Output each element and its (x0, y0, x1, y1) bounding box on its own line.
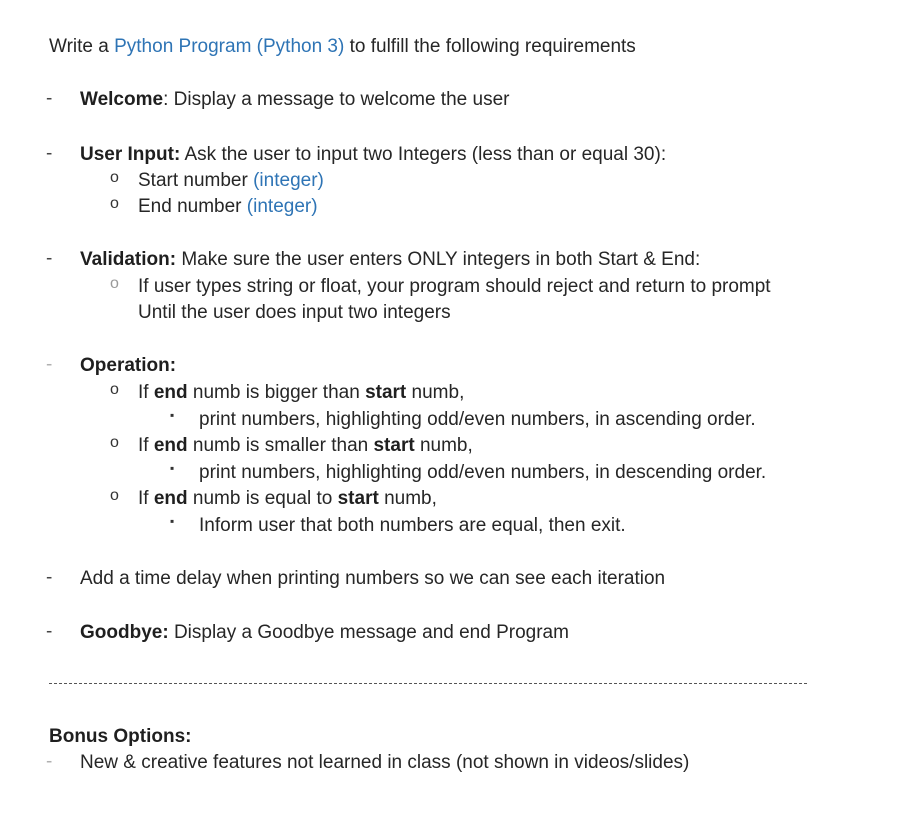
integer-link[interactable]: (integer) (246, 196, 318, 217)
goodbye-label: Goodbye: (80, 622, 169, 643)
user-input-item (80, 143, 666, 167)
dash-bullet: - (46, 621, 53, 642)
welcome-item (80, 88, 509, 112)
end-number-item (138, 195, 318, 219)
welcome-text: : Display a message to welcome the user (163, 89, 510, 110)
case-text: If (138, 382, 154, 403)
square-bullet: ▪ (170, 408, 175, 422)
validation-subitem-line1: If user types string or float, your program should reject and return to prompt (138, 276, 771, 297)
start-number-text: Start number (138, 170, 254, 191)
operation-case-smaller (138, 434, 473, 458)
user-input-label: User Input: (80, 144, 181, 165)
case-bold-start: start (337, 488, 379, 509)
start-number-item (138, 169, 324, 193)
welcome-label: Welcome (80, 89, 164, 110)
bonus-title-text: Bonus Options: (49, 726, 192, 747)
dash-bullet: - (46, 751, 53, 772)
case-text: numb is equal to (187, 488, 338, 509)
circle-bullet: o (110, 169, 119, 186)
intro-text: Write a (49, 36, 115, 57)
case-bold-start: start (365, 382, 407, 403)
operation-item (80, 354, 176, 378)
validation-label: Validation: (80, 249, 177, 270)
case-text: If (138, 488, 154, 509)
end-number-text: End number (138, 196, 247, 217)
bonus-item: New & creative features not learned in class (not shown in videos/slides) (80, 752, 690, 773)
case-bold-start: start (373, 435, 415, 456)
case-text: numb, (378, 488, 437, 509)
dashed-divider (49, 683, 807, 684)
operation-subcase-ascending: print numbers, highlighting odd/even numbers, in ascending order. (199, 409, 756, 430)
circle-bullet: o (110, 381, 119, 398)
circle-bullet: o (110, 195, 119, 212)
case-text: numb, (414, 435, 473, 456)
operation-case-bigger (138, 381, 464, 405)
case-text: numb is bigger than (187, 382, 366, 403)
square-bullet: ▪ (170, 461, 175, 475)
operation-label: Operation: (80, 355, 177, 376)
goodbye-text: Display a Goodbye message and end Program (168, 622, 569, 643)
intro-line (49, 35, 636, 59)
bonus-title (49, 725, 191, 749)
user-input-text: Ask the user to input two Integers (less than or equal 30): (180, 144, 667, 165)
case-bold-end: end (153, 488, 188, 509)
case-bold-end: end (153, 382, 188, 403)
time-delay-item: Add a time delay when printing numbers so we can see each iteration (80, 568, 666, 589)
circle-bullet: o (110, 487, 119, 504)
operation-subcase-equal: Inform user that both numbers are equal, then exit. (199, 515, 626, 536)
operation-subcase-descending: print numbers, highlighting odd/even numbers, in descending order. (199, 462, 767, 483)
goodbye-item (80, 621, 569, 645)
square-bullet: ▪ (170, 514, 175, 528)
dash-bullet: - (46, 88, 53, 109)
operation-case-equal (138, 487, 437, 511)
integer-link[interactable]: (integer) (253, 170, 324, 191)
validation-subitem-line2: Until the user does input two integers (138, 302, 451, 323)
validation-item (80, 248, 700, 272)
circle-bullet: o (110, 275, 119, 292)
dash-bullet: - (46, 143, 53, 164)
dash-bullet: - (46, 248, 53, 269)
case-text: numb, (406, 382, 465, 403)
dash-bullet: - (46, 354, 53, 375)
circle-bullet: o (110, 434, 119, 451)
python-program-link[interactable]: Python Program (Python 3) (114, 36, 345, 57)
validation-text: Make sure the user enters ONLY integers in both Start & End: (176, 249, 701, 270)
case-text: numb is smaller than (187, 435, 374, 456)
intro-text-end: to fulfill the following requirements (344, 36, 636, 57)
case-bold-end: end (153, 435, 188, 456)
case-text: If (138, 435, 154, 456)
dash-bullet: - (46, 567, 53, 588)
